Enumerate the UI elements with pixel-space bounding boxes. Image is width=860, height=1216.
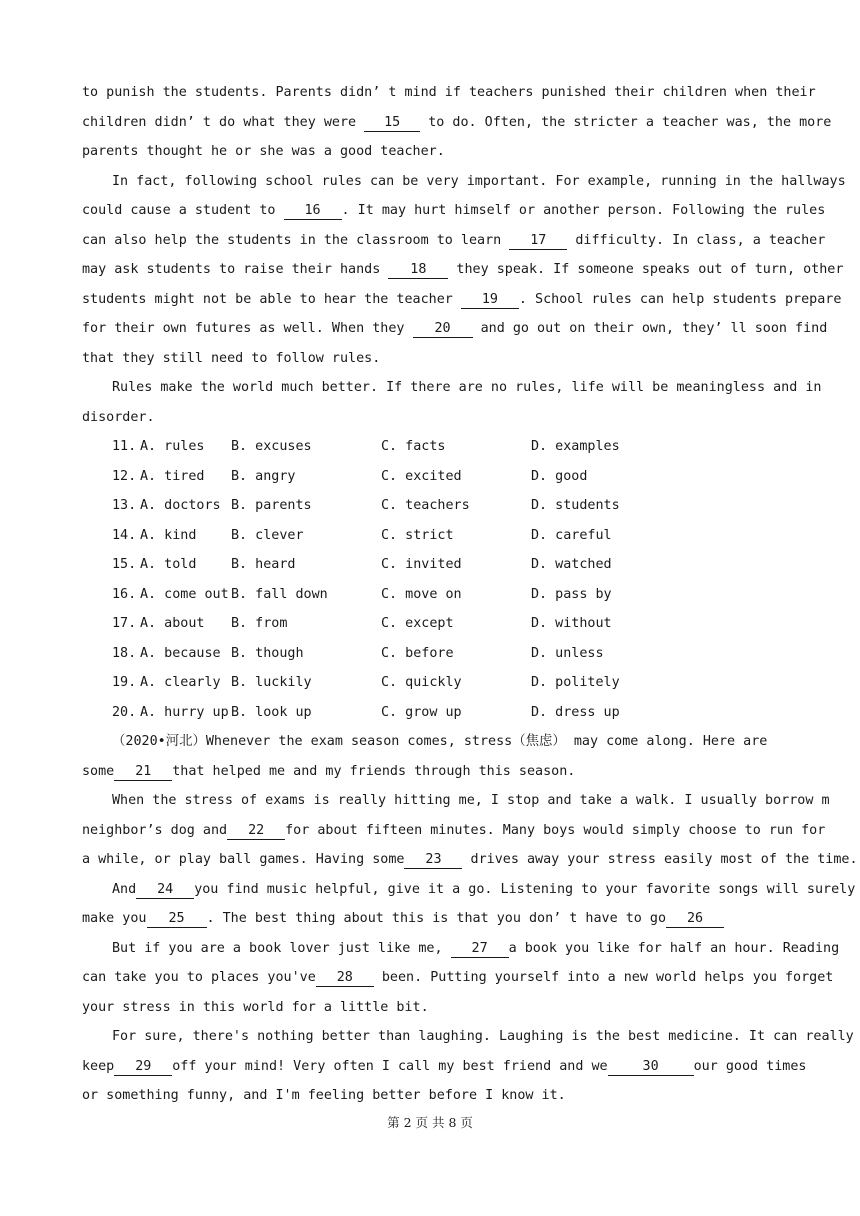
option-b: B. from — [231, 616, 288, 631]
text-run: Rules make the world much better. If there are no rules, life will be meaningless and in — [112, 380, 822, 395]
text-run: In fact, following school rules can be very important. For example, running in the hallways — [112, 173, 846, 189]
option-d: D. dress up — [531, 704, 620, 720]
option-c: C. invited — [381, 557, 462, 572]
text-run: disorder. — [82, 409, 155, 425]
answer-blank: 27 — [451, 941, 509, 958]
option-c: C. except — [381, 616, 454, 631]
option-a: A. hurry up — [140, 704, 229, 720]
answer-blank: 23 — [404, 852, 462, 869]
question-number: 12. — [112, 468, 137, 484]
question-number: 17. — [112, 616, 137, 631]
option-c: C. grow up — [381, 704, 462, 720]
option-d: D. good — [531, 468, 588, 484]
answer-blank: 25 — [147, 911, 207, 928]
option-row — [82, 432, 780, 462]
question-number: 18. — [112, 645, 137, 661]
text-run: been. Putting yourself into a new world helps you forget — [373, 970, 834, 985]
option-row — [82, 550, 780, 580]
text-run: parents thought he or she was a good teacher. — [82, 144, 445, 159]
text-run: keep — [82, 1058, 115, 1074]
option-c: C. quickly — [381, 675, 462, 690]
text-run: But if you are a book lover just like me, — [112, 940, 451, 956]
answer-blank: 15 — [364, 115, 420, 132]
text-run: For sure, there's nothing better than laughing. Laughing is the best medicine. It can really — [112, 1029, 854, 1044]
text-run: . The best thing about this is that you don’ t have to go — [206, 911, 667, 926]
question-number: 13. — [112, 498, 137, 513]
answer-blank: 19 — [461, 292, 519, 309]
text-line — [82, 727, 780, 757]
option-row — [82, 668, 780, 698]
text-line — [82, 816, 826, 846]
option-row — [82, 462, 780, 492]
option-c: C. excited — [381, 468, 462, 484]
text-line — [82, 875, 856, 905]
answer-blank: 18 — [388, 262, 448, 279]
text-run: your stress in this world for a little bit. — [82, 999, 429, 1015]
text-line — [82, 344, 780, 374]
text-line — [82, 167, 846, 197]
option-row — [82, 521, 780, 551]
option-a: A. clearly — [140, 675, 221, 690]
text-line — [82, 196, 826, 226]
answer-blank: 29 — [114, 1059, 172, 1076]
option-b: B. angry — [231, 468, 296, 484]
option-a: A. told — [140, 557, 197, 572]
text-run: that they still need to follow rules. — [82, 350, 381, 366]
option-d: D. watched — [531, 557, 612, 572]
option-row — [82, 609, 780, 639]
option-b: B. fall down — [231, 586, 328, 602]
text-run: children didn’ t do what they were — [82, 114, 365, 130]
text-line — [82, 255, 844, 285]
option-c: C. teachers — [381, 498, 470, 513]
option-d: D. students — [531, 498, 620, 513]
option-d: D. politely — [531, 675, 620, 690]
option-a: A. rules — [140, 439, 205, 454]
option-row — [82, 639, 780, 669]
text-run: you find music helpful, give it a go. Listening to your favorite songs will surely — [194, 881, 856, 897]
text-line — [82, 285, 842, 315]
document-body — [82, 78, 858, 1111]
text-run: （2020•河北）Whenever the exam season comes, stress（焦虑） may come along. Here are — [112, 734, 768, 749]
text-run: . It may hurt himself or another person. Following the rules — [341, 203, 826, 218]
option-row — [82, 698, 780, 728]
option-c: C. strict — [381, 527, 454, 543]
option-b: B. though — [231, 645, 304, 661]
question-number: 14. — [112, 527, 137, 543]
text-run: difficulty. In class, a teacher — [567, 232, 826, 248]
text-line — [82, 963, 834, 993]
option-b: B. luckily — [231, 675, 312, 690]
text-run: When the stress of exams is really hitting me, I stop and take a walk. I usually borrow m — [112, 793, 830, 808]
question-number: 11. — [112, 439, 137, 454]
text-run: can take you to places you've — [82, 970, 316, 985]
option-b: B. look up — [231, 704, 312, 720]
text-run: . School rules can help students prepare — [518, 291, 842, 307]
text-line — [82, 1022, 854, 1052]
option-c: C. facts — [381, 439, 446, 454]
answer-blank: 26 — [666, 911, 724, 928]
text-line — [82, 314, 828, 344]
option-row — [82, 491, 780, 521]
text-run: students might not be able to hear the teacher — [82, 291, 461, 307]
text-line — [82, 137, 780, 167]
text-line — [82, 108, 832, 138]
option-d: D. pass by — [531, 586, 612, 602]
text-line — [82, 904, 780, 934]
answer-blank: 17 — [509, 233, 567, 250]
text-line — [82, 373, 822, 403]
text-run: to punish the students. Parents didn’ t mind if teachers punished their children when their — [82, 85, 816, 100]
option-c: C. move on — [381, 586, 462, 602]
text-run: may ask students to raise their hands — [82, 262, 389, 277]
question-number: 19. — [112, 675, 137, 690]
option-a: A. doctors — [140, 498, 221, 513]
text-run: can also help the students in the classroom to learn — [82, 232, 510, 248]
option-a: A. about — [140, 616, 205, 631]
text-run: a while, or play ball games. Having some — [82, 852, 405, 867]
page-footer: 第 2 页 共 8 页 — [387, 1115, 473, 1130]
answer-blank: 16 — [284, 203, 342, 220]
text-line — [82, 78, 816, 108]
text-line — [82, 403, 780, 433]
answer-blank: 24 — [136, 882, 194, 899]
option-a: A. kind — [140, 527, 197, 543]
option-row — [82, 580, 780, 610]
option-d: D. examples — [531, 439, 620, 454]
text-line — [82, 845, 858, 875]
option-b: B. clever — [231, 527, 304, 543]
text-run: for about fifteen minutes. Many boys would simply choose to run for — [285, 822, 826, 838]
text-run: they speak. If someone speaks out of turn, other — [448, 262, 844, 277]
text-run: or something funny, and I'm feeling better before I know it. — [82, 1088, 566, 1103]
answer-blank: 22 — [227, 823, 285, 840]
text-run: our good times — [693, 1058, 807, 1074]
option-b: B. excuses — [231, 439, 312, 454]
question-number: 20. — [112, 704, 137, 720]
question-number: 15. — [112, 557, 137, 572]
answer-blank: 28 — [316, 970, 374, 987]
text-run: a book you like for half an hour. Reading — [508, 940, 840, 956]
text-run: to do. Often, the stricter a teacher was, the more — [420, 114, 832, 130]
text-line — [82, 1052, 807, 1082]
text-line — [82, 226, 826, 256]
text-run: some — [82, 763, 115, 779]
answer-blank: 20 — [413, 321, 473, 338]
text-line — [82, 993, 780, 1023]
text-run: for their own futures as well. When they — [82, 321, 413, 336]
option-b: B. heard — [231, 557, 296, 572]
text-line — [82, 934, 840, 964]
option-d: D. without — [531, 616, 612, 631]
text-run: And — [112, 881, 137, 897]
text-run: could cause a student to — [82, 203, 284, 218]
text-run: neighbor’s dog and — [82, 822, 228, 838]
text-run: that helped me and my friends through this season. — [172, 763, 576, 779]
text-run: drives away your stress easily most of the time. — [462, 852, 858, 867]
option-c: C. before — [381, 645, 454, 661]
text-line — [82, 786, 830, 816]
option-d: D. careful — [531, 527, 612, 543]
option-d: D. unless — [531, 645, 604, 661]
text-run: off your mind! Very often I call my best friend and we — [172, 1058, 608, 1074]
question-number: 16. — [112, 586, 137, 602]
option-a: A. because — [140, 645, 221, 661]
answer-blank: 30 — [608, 1059, 694, 1076]
option-a: A. come out — [140, 586, 229, 602]
text-run: make you — [82, 911, 147, 926]
option-a: A. tired — [140, 468, 205, 484]
answer-blank: 21 — [114, 764, 172, 781]
text-line — [82, 757, 780, 787]
text-line — [82, 1081, 780, 1111]
text-run: and go out on their own, they’ ll soon find — [472, 321, 828, 336]
option-b: B. parents — [231, 498, 312, 513]
